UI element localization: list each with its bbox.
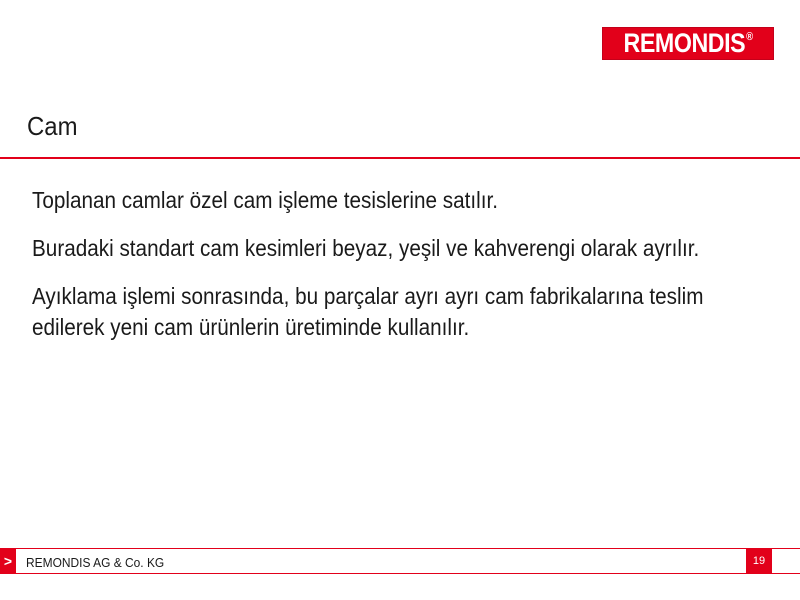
body-paragraph: Toplanan camlar özel cam işleme tesislerine satılır. bbox=[32, 187, 498, 213]
footer-company-name: REMONDIS AG & Co. KG bbox=[26, 555, 165, 570]
logo-wordmark bbox=[623, 30, 752, 57]
remondis-logo bbox=[602, 27, 774, 60]
body-paragraph: Ayıklama işlemi sonrasında, bu parçalar ayrı ayrı cam fabrikalarına teslim edilerek yeni cam ürünlerin üretiminde kullanılır. bbox=[32, 283, 704, 340]
footer-arrow-icon: > bbox=[0, 549, 16, 573]
footer-divider-bottom bbox=[0, 573, 800, 574]
title-divider bbox=[0, 157, 800, 159]
registered-mark: ® bbox=[746, 31, 753, 43]
footer-divider-top bbox=[0, 548, 800, 549]
body-paragraph: Buradaki standart cam kesimleri beyaz, yeşil ve kahverengi olarak ayrılır. bbox=[32, 235, 700, 261]
slide-title: Cam bbox=[27, 111, 78, 141]
slide-body bbox=[32, 185, 772, 360]
page-number: 19 bbox=[746, 549, 772, 573]
logo-text: REMONDIS bbox=[623, 28, 746, 58]
